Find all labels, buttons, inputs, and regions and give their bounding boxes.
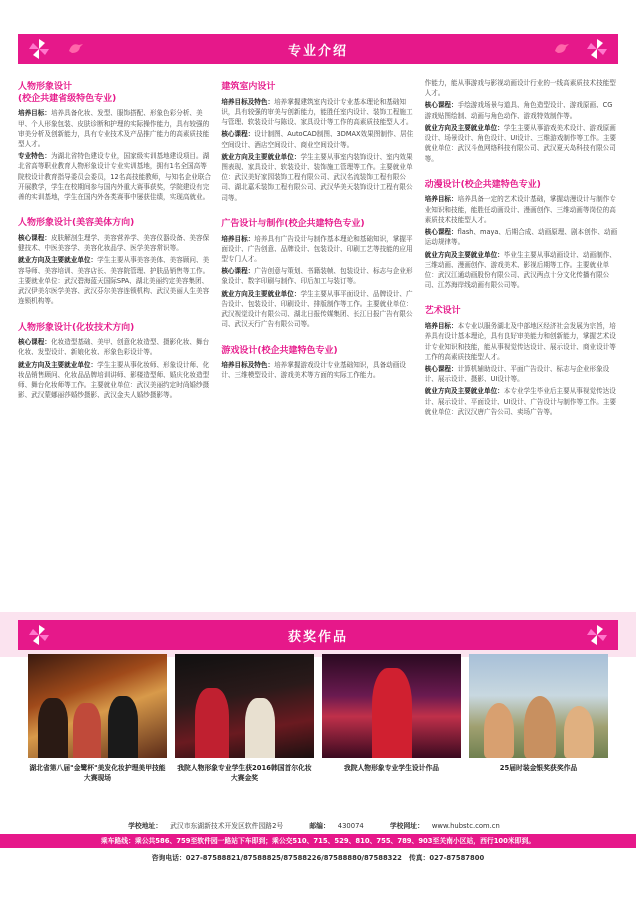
awards-header-banner bbox=[18, 620, 618, 650]
program-paragraph: 培养目标：培养具有广告设计与制作基本理论和基础知识，掌握平面设计、广告创意、品牌设计、包装设计、印刷工艺等技能的应用型专门人才。 bbox=[221, 234, 413, 263]
program-paragraph: 就业方向及主要就业单位：学生主要从事美容美体、美容顾问、美容导师、美容培训、美容店长、美容院管理、护肤品销售等工作。主要就业单位：武汉碧海蓝天国际SPA、湖北美丽约定美容集团、武汉伊美尔医学美容、武汉芬尔美容连锁机构、武汉美丽人生美容连锁机构等。 bbox=[18, 256, 210, 306]
program-paragraph: 核心课程：广告创意与策划、书籍装帧、包装设计、标志与企业形象设计、数字印刷与制作、印后加工与装订等。 bbox=[221, 267, 413, 286]
program-heading: 游戏设计(校企共建特色专业) bbox=[221, 345, 338, 356]
program-heading: 人物形象设计(化妆技术方向) bbox=[18, 322, 135, 333]
program-paragraph: 培养目标及特色：培养掌握建筑室内设计专业基本理论和基础知识，具有较强的审美与创新能力，能胜任室内设计、装饰工程施工与管理、软装设计与陈设、家具设计等工作的高素质技能型人才。 bbox=[221, 97, 413, 127]
pinwheel-icon bbox=[28, 624, 50, 646]
program-paragraph: 作能力，能从事游戏与影视动画设计行业的一线高素质技术技能型人才。 bbox=[424, 79, 616, 98]
program-heading: 动漫设计(校企共建特色专业) bbox=[424, 179, 541, 190]
postcode: 邮编： 430074 bbox=[309, 822, 364, 830]
pinwheel-icon bbox=[28, 38, 50, 60]
photo-caption: 湖北省第八届"金鹭杯"美发化妆护理美甲技能大赛现场 bbox=[29, 764, 166, 783]
awards-photo-row bbox=[28, 654, 608, 758]
program-paragraph: 就业方向及主要就业单位：毕业生主要从事动画设计、动画制作、三维动画、漫画创作、游戏美术、影视后期等工作。主要就业单位：武汉江通动画股份有限公司、武汉两点十分文化传播有限公司、江苏海岸线动画有限公司等。 bbox=[424, 250, 616, 290]
program-paragraph: 培养目标及特色：培养掌握游戏设计专业基础知识，具备动画设计、三维模型设计、游戏美术等方面的实际工作能力。 bbox=[221, 361, 406, 380]
program-paragraph: 核心课程：设计制图、AutoCAD制图、3DMAX效果图制作、居住空间设计、酒店空间设计、商业空间设计等。 bbox=[221, 130, 414, 149]
photo-caption: 我院人物形象专业学生获2016韩国首尔化妆大赛金奖 bbox=[177, 764, 312, 783]
program-paragraph: 核心课程：化妆造型基础、美甲、创意化妆造型、摄影化妆、舞台化妆、发型设计、新娘化妆、形象色彩设计等。 bbox=[18, 338, 210, 357]
program-paragraph: 专业特色：为湖北省特色建设专业，国家级实训基地建设项目。湖北省高等职业教育人物形象设计专业实训基地，拥有1名全国高等院校设计教育指导委员会委员，12名高技能教师，与知名企业联合开展教学，学生在校期间参与国内外重大赛事获奖，学院建设有完善的实训基地，学生在国内外各类赛事中屡获佳绩，实现高就业。 bbox=[18, 152, 212, 202]
bird-icon bbox=[552, 39, 570, 57]
program-paragraph: 培养目标：培养具备一定的艺术设计基础，掌握动漫设计与制作专业知识和技能，能胜任动画设计、漫画创作、三维动画等岗位的高素质技术技能型人才。 bbox=[424, 195, 616, 224]
program-paragraph: 核心课程：手绘游戏场景与道具、角色造型设计、游戏原画、CG游戏贴图绘制、动画与角色动作、游戏特效制作等。 bbox=[424, 101, 613, 120]
column-right bbox=[425, 78, 618, 610]
contact-footer bbox=[0, 820, 636, 862]
awards-captions bbox=[28, 763, 608, 783]
photo-caption: 我院人物形象专业学生设计作品 bbox=[343, 764, 440, 772]
program-heading: 艺术设计 bbox=[424, 306, 461, 317]
program-paragraph: 核心课程：flash、maya、后期合成、动画原理、剧本创作、动画运动规律等。 bbox=[424, 228, 618, 247]
program-columns bbox=[18, 78, 618, 610]
photo-caption: 25届时装金银奖获奖作品 bbox=[499, 764, 578, 772]
column-left bbox=[18, 78, 211, 610]
address: 学校地址： 武汉市东湖新技术开发区软件园路2号 bbox=[128, 822, 284, 830]
program-paragraph: 核心课程：皮肤解剖生理学、美容营养学、美容仪器设备、美容保健技术、中医美容学、美容化妆品学、医学美容常识等。 bbox=[18, 234, 210, 253]
program-heading: 人物形象设计(美容美体方向) bbox=[18, 218, 135, 229]
program-paragraph: 就业方向及主要就业单位：学生主要从事化妆师、形象设计师、化妆品销售顾问、化妆品品牌培训讲师、影楼造型师、婚庆化妆造型师、舞台化妆师等工作。主要就业单位：武汉美丽约定时尚婚纱摄影、武汉蒙娜丽莎婚纱摄影、武汉金夫人婚纱摄影等。 bbox=[18, 360, 210, 400]
section-title: 专业介绍 bbox=[287, 43, 348, 59]
address-row bbox=[0, 820, 636, 830]
program-paragraph: 核心课程：计算机辅助设计、平面广告设计、标志与企业形象设计、展示设计、摄影、UI设计等。 bbox=[424, 364, 610, 384]
program-paragraph: 培养目标：培养具备化妆、发型、服饰搭配、形象色彩分析、美甲、个人形象包装、皮肤诊断和护理的实际操作能力，具有较强的审美分析及创新能力，具有专业技术及产品推广能力的高素质技能型人才。 bbox=[18, 109, 210, 149]
award-photo bbox=[175, 654, 314, 758]
phone-row: 咨询电话：027-87588821/87588825/87588226/87588880/87588322 传真：027-87587800 bbox=[151, 854, 485, 862]
section-header-banner bbox=[18, 34, 618, 64]
program-heading: 建筑室内设计 bbox=[221, 82, 276, 92]
program-paragraph: 就业方向及主要就业单位：学生主要从事平面设计、品牌设计、广告设计、包装设计、印刷设计、排版制作等工作。主要就业单位：武汉视觉设计有限公司、湖北日报传媒集团、长江日报广告有限公司、武汉天行广告有限公司等。 bbox=[221, 289, 413, 329]
website: 学校网址： www.hubstc.com.cn bbox=[389, 822, 500, 830]
column-middle bbox=[221, 78, 414, 610]
bird-icon bbox=[66, 39, 84, 57]
award-photo bbox=[469, 654, 608, 758]
program-paragraph: 就业方向及主要就业单位：学生主要从事室内装饰设计、室内效果图表现、家具设计、软装设计、装饰施工管理等工作。主要就业单位：武汉美好家园装饰工程有限公司、武汉名流装饰工程有限公司、湖北嘉禾装饰工程有限公司、武汉华美天装饰设计工程有限公司等。 bbox=[221, 152, 413, 202]
award-photo bbox=[28, 654, 167, 758]
program-heading: 人物形象设计 (校企共建省级特色专业) bbox=[18, 82, 117, 104]
bus-route: 乘车路线：乘公共586、759至软件园一路站下车即到；乘公交510、715、529、810、755、789、903至关南小区站，西行100米即到。 bbox=[0, 834, 636, 848]
program-paragraph: 就业方向及主要就业单位：本专业学生毕业后主要从事视觉传达设计、展示设计、平面设计、UI设计、广告设计与制作等工作。主要就业单位：武汉汉唐广告公司、卖场广告等。 bbox=[424, 387, 617, 416]
award-photo bbox=[322, 654, 461, 758]
program-paragraph: 培养目标：本专业以服务湖北及中部地区经济社会发展为宗旨，培养具有设计基本理论，具有良好审美能力和创新能力，掌握艺术设计专业知识和技能，能从事视觉传达设计、展示设计、商业设计等工作的高素质技能型人才。 bbox=[424, 322, 616, 361]
pinwheel-icon bbox=[586, 38, 608, 60]
pinwheel-icon bbox=[586, 624, 608, 646]
program-heading: 广告设计与制作(校企共建特色专业) bbox=[221, 218, 365, 229]
awards-title: 获奖作品 bbox=[287, 629, 348, 645]
program-paragraph: 就业方向及主要就业单位：学生主要从事游戏美术设计、游戏原画设计、场景设计、角色设计、UI设计、三维游戏制作等工作。主要就业单位：武汉斗鱼网络科技有限公司、武汉夏天岛科技有限公司等。 bbox=[424, 123, 617, 163]
